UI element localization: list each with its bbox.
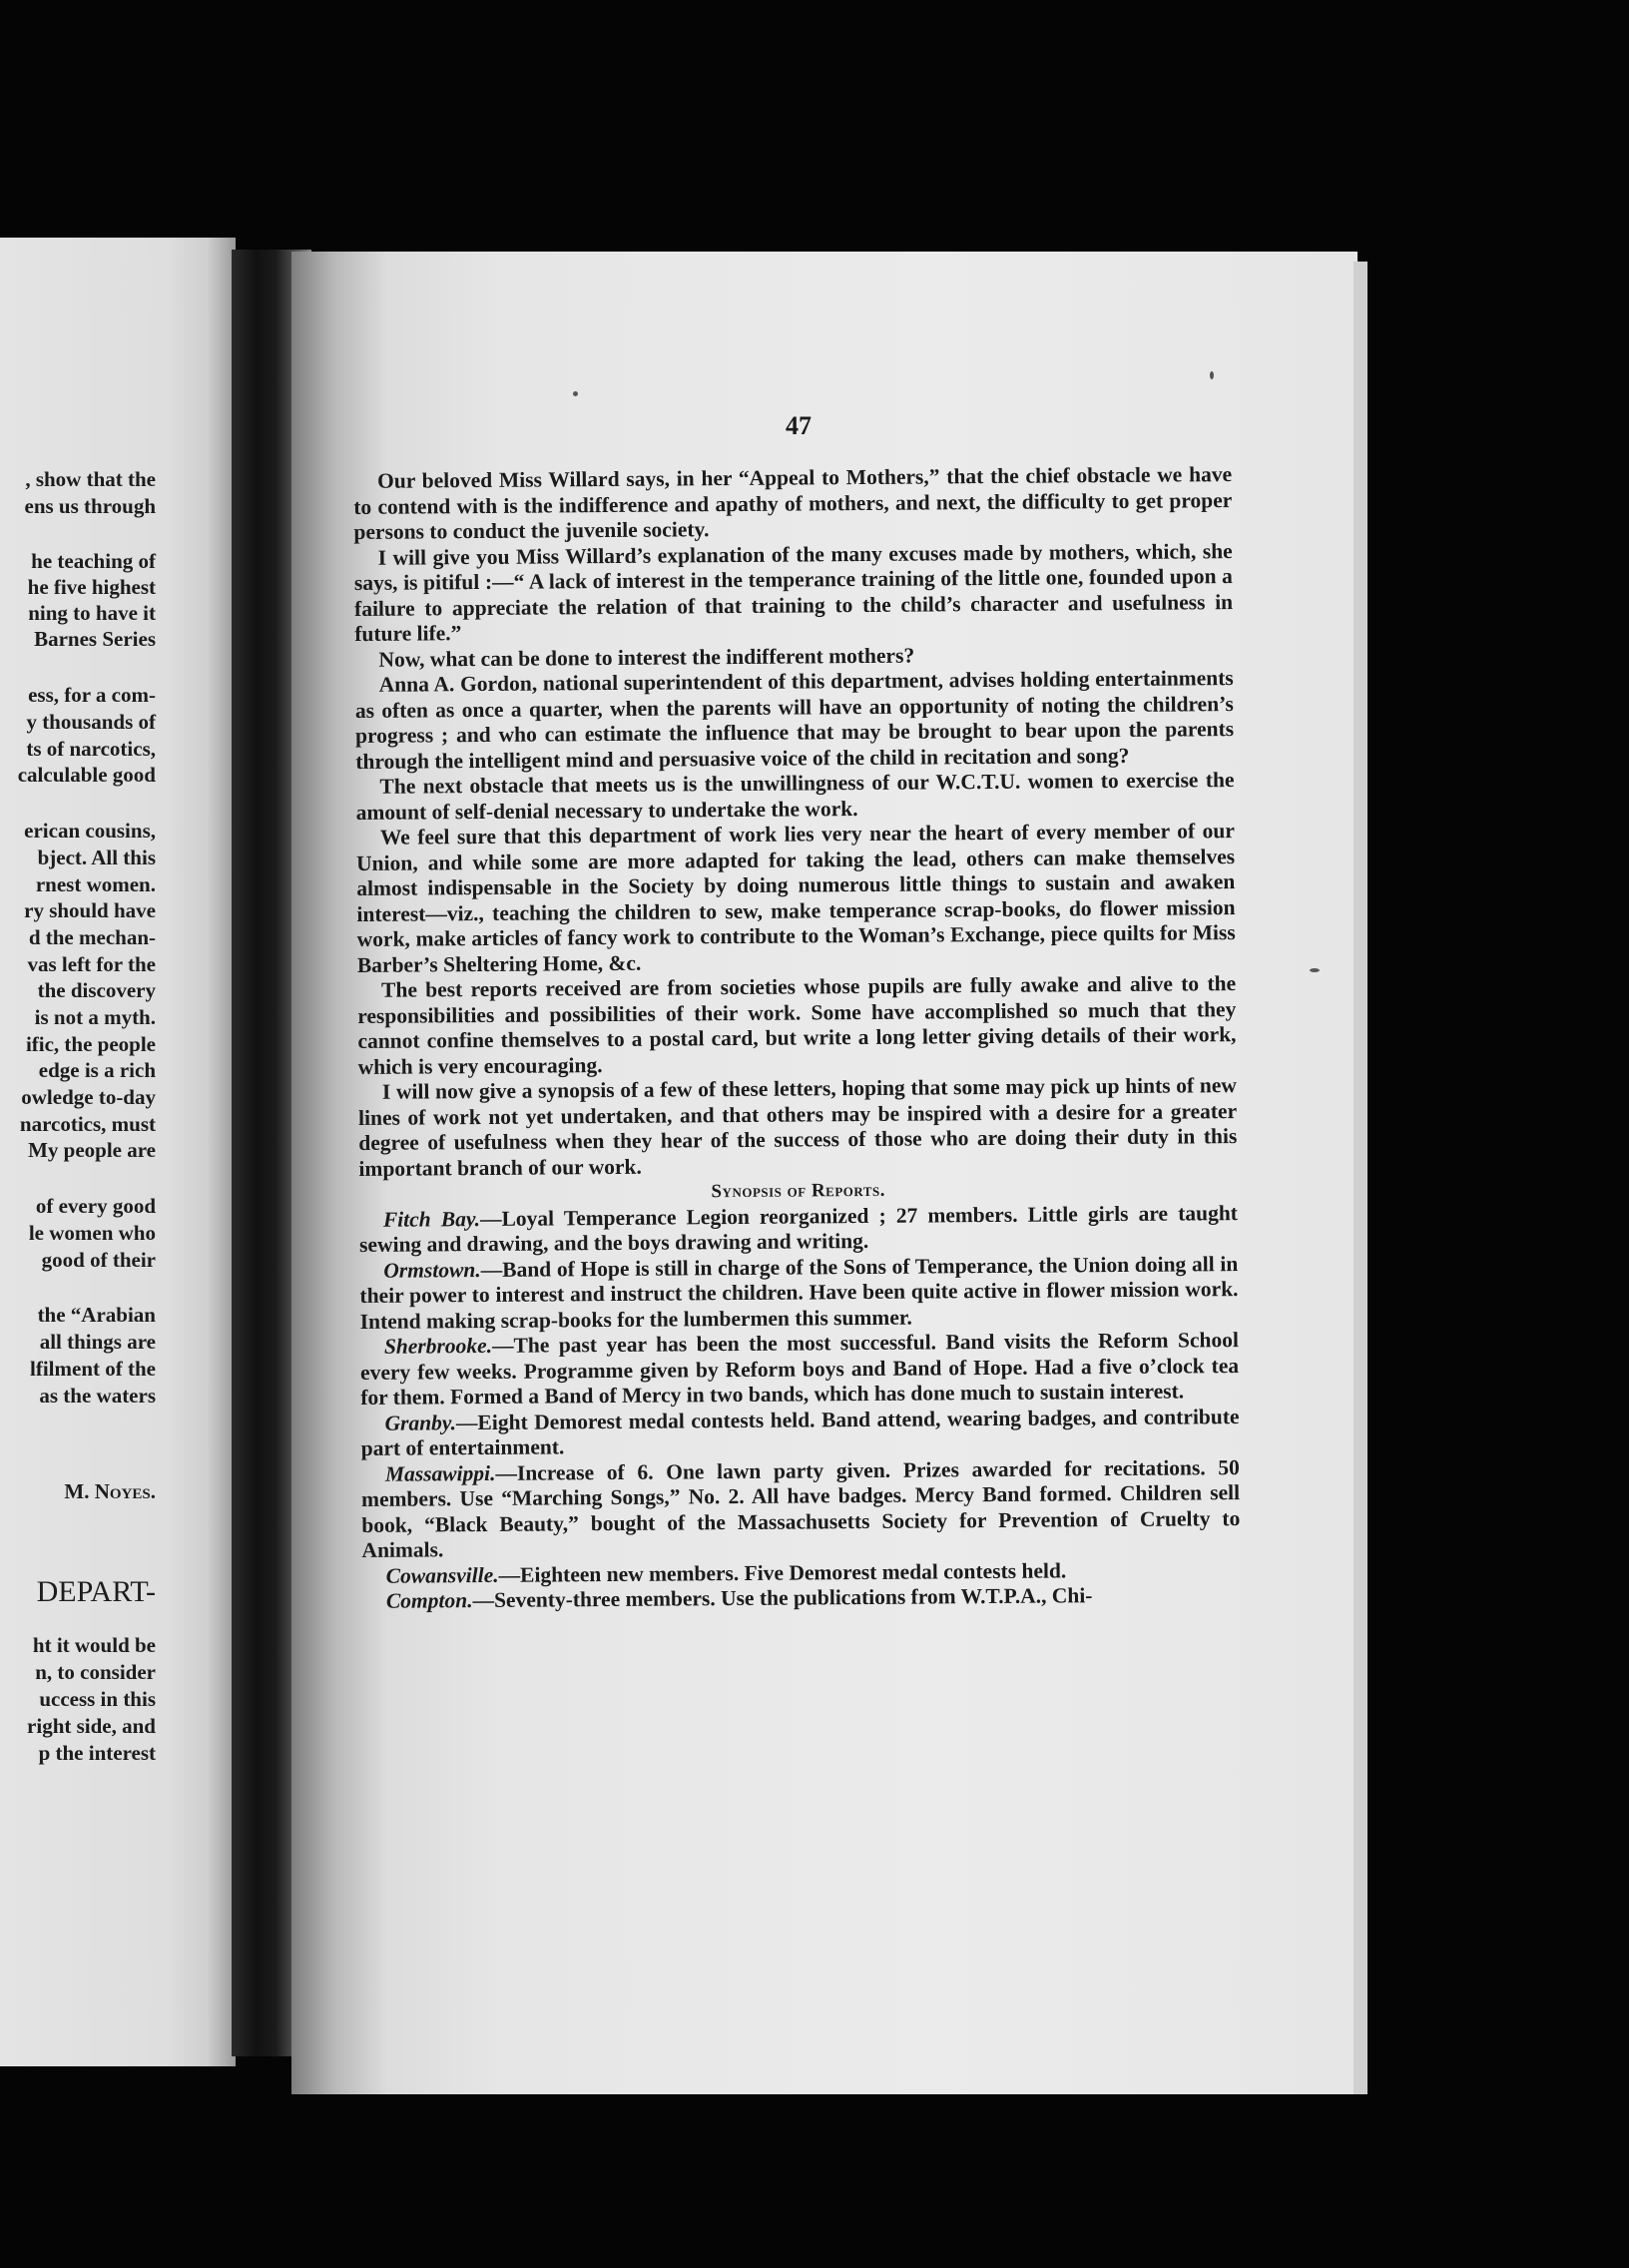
paragraph: Now, what can be done to interest the indifferent mothers? bbox=[378, 643, 915, 672]
facing-page-line: lfilment of the bbox=[30, 1357, 156, 1381]
report-text: —Eighteen new members. Five Demorest medal contests held. bbox=[498, 1557, 1067, 1587]
facing-page-line: DEPART- bbox=[36, 1575, 156, 1608]
report-text: —Increase of 6. One lawn party given. Prizes awarded for recitations. 50 members. Use “Marching Songs,” No. 2. All have badges. Mercy Band formed. Children sell book, “Black Beauty,” bought of the Massachusetts Society for Prevention of Cruelty to Animals. bbox=[361, 1454, 1241, 1562]
page-body bbox=[353, 462, 1241, 1614]
facing-page-line: ess, for a com- bbox=[28, 683, 156, 707]
report-text: —Loyal Temperance Legion reorganized ; 27 members. Little girls are taught sewing and drawing, and the boys drawing and writing. bbox=[359, 1200, 1238, 1257]
paper-speck bbox=[1210, 371, 1214, 379]
report-entry bbox=[360, 1405, 1239, 1462]
report-text: —The past year has been the most successful. Band visits the Reform School every few weeks. Programme given by Reform boys and Band of Hope. Had a five o’clock tea for them. Formed a Band of Mercy in two bands, which has done much to sustain interest. bbox=[360, 1328, 1240, 1410]
facing-page-line: ht it would be bbox=[32, 1633, 156, 1657]
facing-page-line: , show that the bbox=[25, 467, 156, 491]
facing-page-line: uccess in this bbox=[39, 1687, 156, 1711]
facing-page-line: the discovery bbox=[37, 978, 156, 1002]
report-text: —Band of Hope is still in charge of the Sons of Temperance, the Union doing all in their power to interest and instruct the children. Have been quite active in flower mission work. Intend making scrap-books for the lumbermen this summer. bbox=[359, 1251, 1239, 1334]
report-place: Fitch Bay. bbox=[382, 1206, 481, 1232]
facing-page-line: right side, and bbox=[27, 1714, 156, 1738]
facing-page-line: d the mechan- bbox=[28, 925, 156, 949]
facing-page-line: owledge to-day bbox=[21, 1085, 156, 1109]
facing-page-line: he teaching of bbox=[31, 549, 156, 573]
facing-page-line: erican cousins, bbox=[24, 819, 156, 843]
facing-page-line: edge is a rich bbox=[38, 1058, 156, 1082]
page-number: 47 bbox=[786, 411, 812, 440]
report-entry bbox=[360, 1328, 1240, 1411]
report-place: Compton. bbox=[385, 1588, 473, 1613]
facing-page-left bbox=[0, 238, 236, 2066]
facing-page-line: y thousands of bbox=[26, 710, 156, 734]
paper-speck bbox=[573, 391, 578, 396]
facing-page-line: good of their bbox=[41, 1248, 156, 1272]
paragraph: The next obstacle that meets us is the unwillingness of our W.C.T.U. women to exercise the amount of self-denial necessary to undertake the work. bbox=[355, 768, 1235, 825]
facing-page-line: n, to consider bbox=[35, 1660, 156, 1684]
report-place: Ormstown. bbox=[383, 1257, 481, 1283]
facing-page-line: M. Noyes. bbox=[64, 1479, 156, 1503]
paragraph: We feel sure that this department of work lies very near the heart of every member of our Union, and while some are more adapted for taking the lead, others can make themselves almost indispensable in the Society by doing numerous little things to sustain and awaken interest—viz., teaching the children to sew, make temperance scrap-books, do flower mission work, make articles of fancy work to contribute to the Woman’s Exchange, piece quilts for Miss Barber’s Sheltering Home, &c. bbox=[356, 819, 1236, 977]
facing-page-line: the “Arabian bbox=[37, 1303, 156, 1327]
paragraph: Anna A. Gordon, national superintendent of this department, advises holding entertainments as often as once a quarter, when the parents will have an opportunity of noting the children’s progress ; and who can estimate the influence that may be brought to bear upon the parents through the intelligent mind and persuasive voice of the child in recitation and song? bbox=[354, 666, 1235, 774]
facing-page-line: rnest women. bbox=[35, 872, 156, 896]
facing-page-line: ens us through bbox=[24, 494, 156, 518]
facing-page-line: bject. All this bbox=[37, 846, 156, 869]
facing-page-line: of every good bbox=[35, 1194, 156, 1218]
report-entry bbox=[359, 1201, 1238, 1259]
facing-page-line: My people are bbox=[28, 1138, 156, 1162]
facing-page-line: all things are bbox=[39, 1330, 156, 1354]
paragraph: I will now give a synopsis of a few of these letters, hoping that some may pick up hints of new lines of work not yet undertaken, and that others may be inspired with a desire for a greater degree of usefulness when they hear of the success of those who are doing their duty in this important branch of our work. bbox=[358, 1073, 1238, 1181]
facing-page-line: as the waters bbox=[39, 1384, 156, 1408]
paragraph: I will give you Miss Willard’s explanation of the many excuses made by mothers, which, she says, is pitiful :—“ A lack of interest in the temperance training of the little one, founded upon a failure to appreciate the relation of that training to the child’s character and usefulness in future life.” bbox=[353, 538, 1234, 646]
facing-page-line: Barnes Series bbox=[34, 627, 156, 651]
facing-page-line: vas left for the bbox=[27, 952, 156, 976]
report-place: Sherbrooke. bbox=[383, 1333, 493, 1359]
facing-page-line: he five highest bbox=[27, 575, 156, 599]
section-heading: Synopsis of Reports. bbox=[711, 1179, 886, 1203]
facing-page-line: narcotics, must bbox=[19, 1112, 156, 1136]
facing-page-line: ts of narcotics, bbox=[26, 737, 156, 761]
paragraph: Our beloved Miss Willard says, in her “Appeal to Mothers,” that the chief obstacle we have to contend with is the indifference and apathy of mothers, and next, the difficulty to get proper persons to conduct the juvenile society. bbox=[353, 462, 1233, 544]
report-text: —Eight Demorest medal contests held. Band attend, wearing badges, and contribute part of entertainment. bbox=[360, 1404, 1240, 1460]
facing-page-line: ning to have it bbox=[28, 601, 156, 625]
facing-page-line: p the interest bbox=[38, 1741, 156, 1765]
facing-page-line: ry should have bbox=[24, 898, 156, 922]
paragraph: The best reports received are from societies whose pupils are fully awake and alive to the responsibilities and possibilities of their work. Some have accomplished so much that they cannot confine themselves to a postal card, but write a long letter giving details of their work, which is very encouraging. bbox=[357, 971, 1237, 1079]
facing-page-line: calculable good bbox=[17, 763, 156, 787]
report-place: Granby. bbox=[384, 1410, 457, 1435]
report-text: —Seventy-three members. Use the publications from W.T.P.A., Chi- bbox=[472, 1583, 1093, 1613]
report-place: Cowansville. bbox=[385, 1562, 499, 1588]
book-page bbox=[291, 252, 1358, 2094]
report-entry bbox=[359, 1252, 1239, 1335]
facing-page-line: is not a myth. bbox=[34, 1005, 156, 1029]
report-place: Massawippi. bbox=[384, 1460, 496, 1486]
paper-speck bbox=[1310, 968, 1320, 972]
report-entry bbox=[361, 1455, 1241, 1564]
facing-page-line: le women who bbox=[28, 1221, 156, 1245]
facing-page-line: ific, the people bbox=[25, 1032, 156, 1056]
